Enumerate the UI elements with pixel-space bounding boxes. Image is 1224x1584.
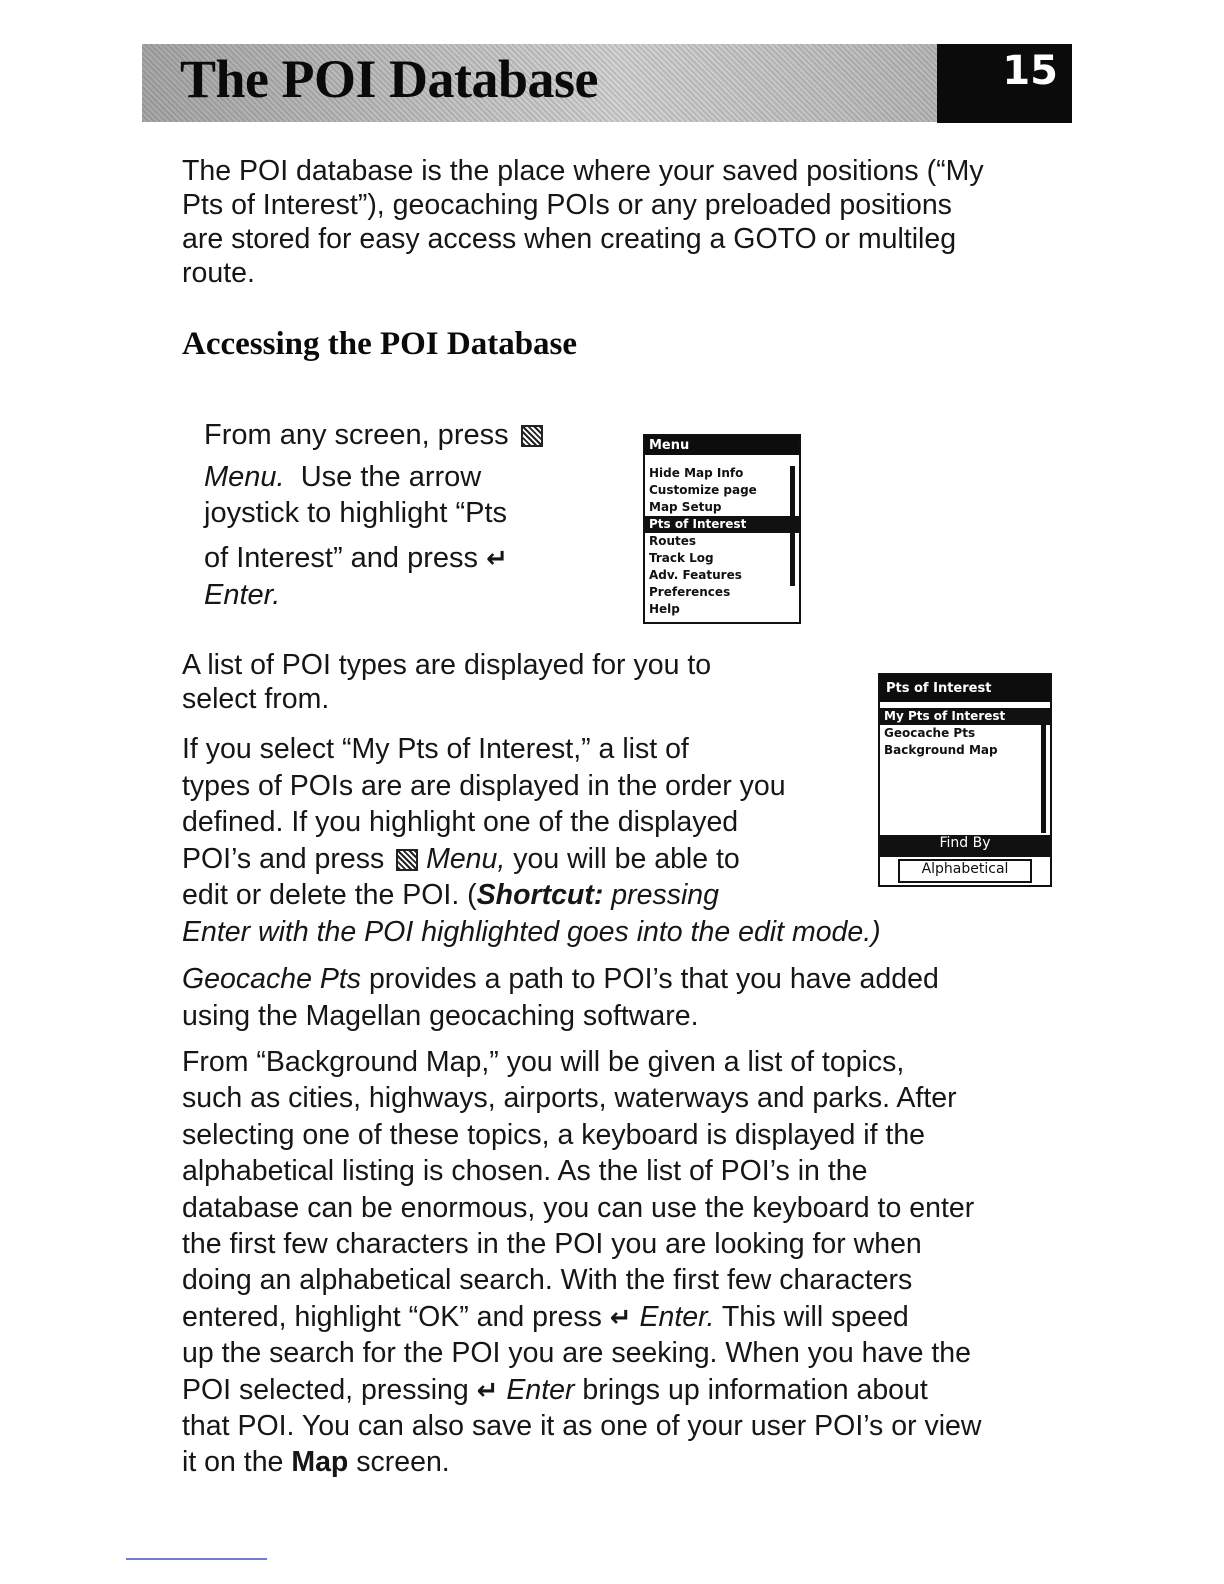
para-line <box>182 877 881 914</box>
menu-item[interactable]: Customize page <box>649 483 757 497</box>
poi-screen-title: Pts of Interest <box>880 675 1050 702</box>
para-line: select from. <box>182 683 330 715</box>
intro-line: are stored for easy access when creating a GOTO or multileg <box>182 223 957 255</box>
para-line: defined. If you highlight one of the displayed <box>182 806 739 838</box>
step-line <box>204 579 280 612</box>
menu-key-icon <box>521 425 543 447</box>
shortcut-label: Shortcut: <box>476 879 604 911</box>
step-line: joystick to highlight “Pts <box>204 497 508 529</box>
para-text: pressing <box>611 879 719 911</box>
step-text: Use the arrow <box>300 461 482 493</box>
para-line: A list of POI types are displayed for you to <box>182 649 712 681</box>
step-line <box>204 419 543 452</box>
menu-item[interactable]: Adv. Features <box>649 568 742 582</box>
poi-item-selected[interactable]: My Pts of Interest <box>880 708 1050 725</box>
para-my-pts <box>182 731 881 950</box>
page-title: The POI Database <box>180 49 599 109</box>
menu-item[interactable]: Map Setup <box>649 500 722 514</box>
para-line: types of POIs are are displayed in the order you <box>182 769 786 802</box>
enter-key-icon: ↵ <box>476 1374 499 1405</box>
menu-scrollbar[interactable] <box>790 466 795 586</box>
para-line: database can be enormous, you can use the keyboard to enter <box>182 1191 975 1224</box>
menu-screen-title: Menu <box>645 436 799 455</box>
intro-line: The POI database is the place where your saved positions (“My <box>182 155 984 187</box>
section-heading: Accessing the POI Database <box>182 326 578 362</box>
step-line <box>204 542 508 575</box>
para-list-types <box>182 648 711 716</box>
para-text: POI’s and press <box>182 842 385 875</box>
para-text: you will be able to <box>513 842 740 875</box>
para-line <box>182 961 939 998</box>
geocache-term: Geocache Pts <box>182 963 362 995</box>
poi-item[interactable]: Background Map <box>884 743 998 757</box>
menu-key-icon <box>396 849 418 871</box>
enter-term: Enter. <box>639 1300 715 1333</box>
para-geocache <box>182 961 939 1034</box>
page-number-box <box>937 44 1072 123</box>
menu-item[interactable]: Preferences <box>649 585 731 599</box>
para-line <box>182 1444 982 1480</box>
para-line <box>182 841 881 878</box>
menu-list <box>645 465 799 618</box>
menu-item[interactable]: Routes <box>649 534 697 548</box>
para-line: From “Background Map,” you will be given a list of topics, <box>182 1046 905 1078</box>
para-text: Enter with the POI highlighted goes into the edit mode.) <box>182 915 881 948</box>
step-line <box>204 461 481 494</box>
menu-term: Menu, <box>426 842 506 875</box>
para-line: up the search for the POI you are seeking. When you have the <box>182 1337 971 1370</box>
para-line: such as cities, highways, airports, waterways and parks. After <box>182 1082 957 1115</box>
menu-item[interactable]: Track Log <box>649 551 714 565</box>
menu-item[interactable]: Help <box>649 602 680 616</box>
para-text: screen. <box>356 1446 450 1479</box>
enter-term: Enter <box>506 1373 575 1406</box>
intro-line: route. <box>182 257 255 289</box>
para-text: edit or delete the POI. ( <box>182 879 477 911</box>
para-line: using the Magellan geocaching software. <box>182 999 699 1032</box>
para-line: doing an alphabetical search. With the first few characters <box>182 1264 913 1297</box>
enter-key-icon: ↵ <box>486 543 508 573</box>
menu-term: Menu. <box>204 461 285 493</box>
poi-list <box>880 708 1050 759</box>
poi-item[interactable]: Geocache Pts <box>884 726 976 740</box>
para-line: the first few characters in the POI you are looking for when <box>182 1228 922 1261</box>
intro-line: Pts of Interest”), geocaching POIs or any preloaded positions <box>182 189 952 221</box>
para-line <box>182 1299 982 1335</box>
para-background-map <box>182 1044 982 1481</box>
para-text: POI selected, pressing <box>182 1373 469 1406</box>
para-line <box>182 1372 982 1408</box>
find-by-value[interactable]: Alphabetical <box>898 859 1032 883</box>
map-term: Map <box>291 1446 349 1479</box>
para-line: alphabetical listing is chosen. As the list of POI’s in the <box>182 1155 868 1188</box>
para-text: provides a path to POI’s that you have added <box>368 963 939 995</box>
step-text: From any screen, press <box>204 419 509 451</box>
enter-term: Enter. <box>204 579 281 611</box>
para-text: it on the <box>182 1446 284 1479</box>
intro-paragraph <box>182 154 984 290</box>
menu-item[interactable]: Hide Map Info <box>649 466 744 480</box>
para-line: selecting one of these topics, a keyboard is displayed if the <box>182 1118 926 1151</box>
page-number: 15 <box>1002 48 1058 94</box>
find-by-label: Find By <box>880 835 1050 857</box>
para-text: This will speed <box>721 1300 909 1333</box>
menu-screen <box>643 434 801 624</box>
para-text: brings up information about <box>582 1373 928 1406</box>
menu-item-selected[interactable]: Pts of Interest <box>645 516 799 533</box>
poi-scrollbar[interactable] <box>1041 711 1046 833</box>
para-text: entered, highlight “OK” and press <box>182 1300 602 1333</box>
poi-screen <box>878 673 1052 887</box>
para-line: that POI. You can also save it as one of your user POI’s or view <box>182 1410 982 1443</box>
para-line <box>182 914 881 951</box>
enter-key-icon: ↵ <box>609 1301 632 1332</box>
step-text: of Interest” and press <box>204 542 479 574</box>
footer-rule <box>126 1558 267 1560</box>
para-line: If you select “My Pts of Interest,” a list of <box>182 733 689 765</box>
